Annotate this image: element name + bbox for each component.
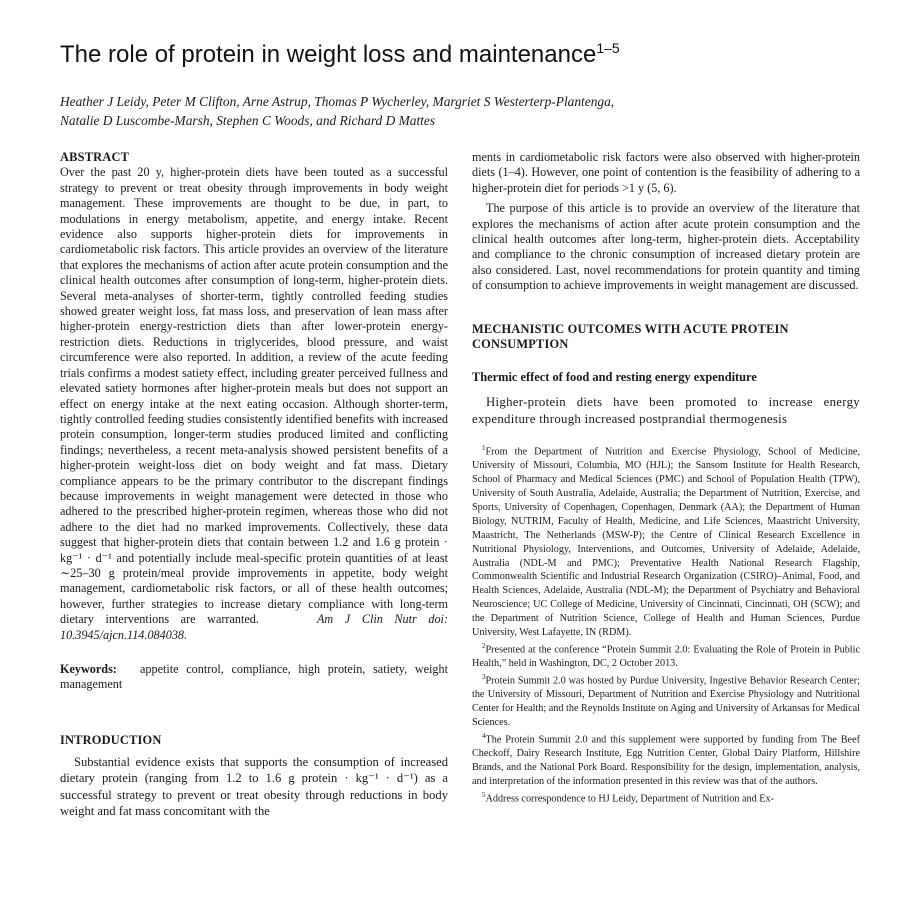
continuation-paragraph: ments in cardiometabolic risk factors were also observed with higher-protein diets (1–4). However, one point of contention is the feasibility of adhering to a higher-protein diet for periods >1 y (5, 6).: [472, 150, 860, 195]
footnote-mark: 5: [482, 791, 486, 800]
introduction-section: [60, 733, 448, 819]
abstract-citation: Am J Clin Nutr doi: 10.3945/ajcn.114.084038.: [60, 612, 448, 642]
footnote: [472, 442, 860, 640]
left-column: [60, 150, 448, 819]
footnote-mark: 4: [482, 732, 486, 741]
introduction-body: Substantial evidence exists that supports the consumption of increased dietary protein (ranging from 1.2 to 1.6 g protein · kg⁻¹ · d⁻¹) as a successful strategy to prevent or treat obesity through reductions in body weight and fat mass concomitant with the: [60, 755, 448, 818]
footnote-text: Protein Summit 2.0 was hosted by Purdue University, Ingestive Behavior Research Center; the University of Missouri, Department of Nutrition and Exercise Physiology and Nutritional Center for Health; and the Reynolds Institute on Aging and University of Arkansas for Medical Sciences.: [472, 675, 860, 729]
subsection-body: Higher-protein diets have been promoted to increase energy expenditure through increased postprandial thermogenesis: [472, 394, 860, 426]
footnote: [472, 671, 860, 730]
abstract-text: Over the past 20 y, higher-protein diets have been touted as a successful strategy to prevent or treat obesity through improvements in body weight management. These improvements are thought to be due, in part, to modulations in energy metabolism, appetite, and energy intake. Recent evidence also supports higher-protein diets for improvements in cardiometabolic risk factors. This article provides an overview of the literature that explores the mechanisms of action after acute protein consumption and the clinical health outcomes after consumption of long-term, higher-protein diets. Several meta-analyses of shorter-term, tightly controlled feeding studies showed greater weight loss, fat mass loss, and preservation of lean mass after higher-protein energy-restriction diets than after lower-protein energy-restriction diets. Reductions in triglycerides, blood pressure, and waist circumference were also reported. In addition, a review of the acute feeding trials confirms a modest satiety effect, including greater perceived fullness and elevated satiety hormones after higher-protein meals but does not support an effect on energy intake at the next eating occasion. Although shorter-term, tightly controlled feeding studies consistently identified benefits with increased protein consumption, longer-term studies produced limited and conflicting findings; nevertheless, a recent meta-analysis showed persistent benefits of a higher-protein weight-loss diet on body weight and fat mass. Dietary compliance appears to be the primary contributor to the discrepant findings because improvements in weight management were detected in those who adhered to the prescribed higher-protein regimen, whereas those who did not adhere to the diet had no marked improvements. Collectively, these data suggest that higher-protein diets that contain between 1.2 and 1.6 g protein · kg⁻¹ · d⁻¹ and potentially include meal-specific protein quantities of at least ∼25–30 g protein/meal provide improvements in appetite, body weight management, cardiometabolic risk factors, or all of these health outcomes; however, further strategies to increase dietary compliance with long-term dietary interventions are warranted.: [60, 165, 448, 627]
abstract-heading: ABSTRACT: [60, 150, 130, 164]
keywords-text: appetite control, compliance, high protein, satiety, weight management: [60, 662, 448, 692]
purpose-paragraph: The purpose of this article is to provide an overview of the literature that explores the mechanisms of action after acute protein consumption and the clinical health outcomes after long-term, higher-protein diets. Acceptability and compliance to the chronic consumption of increased dietary protein are also considered. Last, novel recommendations for protein quantity and timing of consumption to achieve improvements in weight management are discussed.: [472, 201, 860, 293]
footnote-text: The Protein Summit 2.0 and this supplement were supported by funding from The Beef Checkoff, Dairy Research Institute, Egg Nutrition Center, Global Dairy Platform, Hillshire Brands, and the National Pork Board. Responsibility for the design, implementation, analysis, and interpretation of the information presented in this review was that of the authors.: [472, 734, 860, 788]
footnote-text: Presented at the conference “Protein Summit 2.0: Evaluating the Role of Protein in Public Health,” held in Washington, DC, 2 October 2013.: [472, 644, 860, 670]
introduction-heading: INTRODUCTION: [60, 732, 162, 747]
title-footnote-marks: 1–5: [596, 40, 620, 56]
authors-line-2: Natalie D Luscombe-Marsh, Stephen C Woods, and Richard D Mattes: [60, 113, 436, 128]
footnote: [472, 730, 860, 789]
footnote-mark: 3: [482, 673, 486, 682]
right-column: [472, 150, 860, 806]
title-text: The role of protein in weight loss and maintenance: [60, 41, 597, 68]
keywords: [60, 662, 448, 693]
footnote-mark: 2: [482, 641, 486, 650]
abstract-section: [60, 150, 448, 643]
subsection-heading: Thermic effect of food and resting energy expenditure: [472, 370, 757, 385]
keywords-label: Keywords:: [60, 662, 117, 676]
footnote: [472, 640, 860, 671]
author-list: [60, 92, 880, 130]
article-title: [60, 40, 860, 69]
footnote-text: Address correspondence to HJ Leidy, Department of Nutrition and Ex-: [485, 793, 774, 805]
section-heading: MECHANISTIC OUTCOMES WITH ACUTE PROTEIN CONSUMPTION: [472, 321, 789, 352]
footnotes: [472, 442, 860, 807]
abstract-body: [60, 165, 448, 643]
footnote: [472, 789, 860, 806]
footnote-mark: 1: [482, 443, 486, 452]
footnote-text: From the Department of Nutrition and Exercise Physiology, School of Medicine, University of Missouri, Columbia, MO (HJL); the Sansom Institute for Health Research, School of Pharmacy and Medical Sciences (PMC) and School of Population Health (TPW), University of South Australia, Adelaide, Australia; the Department of Nutrition, Exercise, and Sports, University of Copenhagen, Copenhagen, Denmark (AA); the Department of Human Biology, NUTRIM, Faculty of Health, Medicine, and Life Sciences, Maastricht University, Maastricht, The Netherlands (MSW-P); the Centre of Clinical Research Excellence in Nutritional Physiology, Interventions, and Outcomes, University of Adelaide, Adelaide, Australia (NDL-M and PMC); Preventative Health National Research Flagship, Commonwealth Scientific and Industrial Research Organization (CSIRO)–Animal, Food, and Health Sciences, Adelaide, Australia (NDL-M); the Department of Psychiatry and Behavioral Neuroscience; UC College of Medicine, University of Cincinnati, Cincinnati, OH (SCW); and the Department of Nutrition Science, College of Health and Human Sciences, Purdue University, West Lafayette, IN (RDM).: [472, 446, 860, 639]
authors-line-1: Heather J Leidy, Peter M Clifton, Arne Astrup, Thomas P Wycherley, Margriet S Westerterp-Plantenga,: [60, 94, 615, 109]
